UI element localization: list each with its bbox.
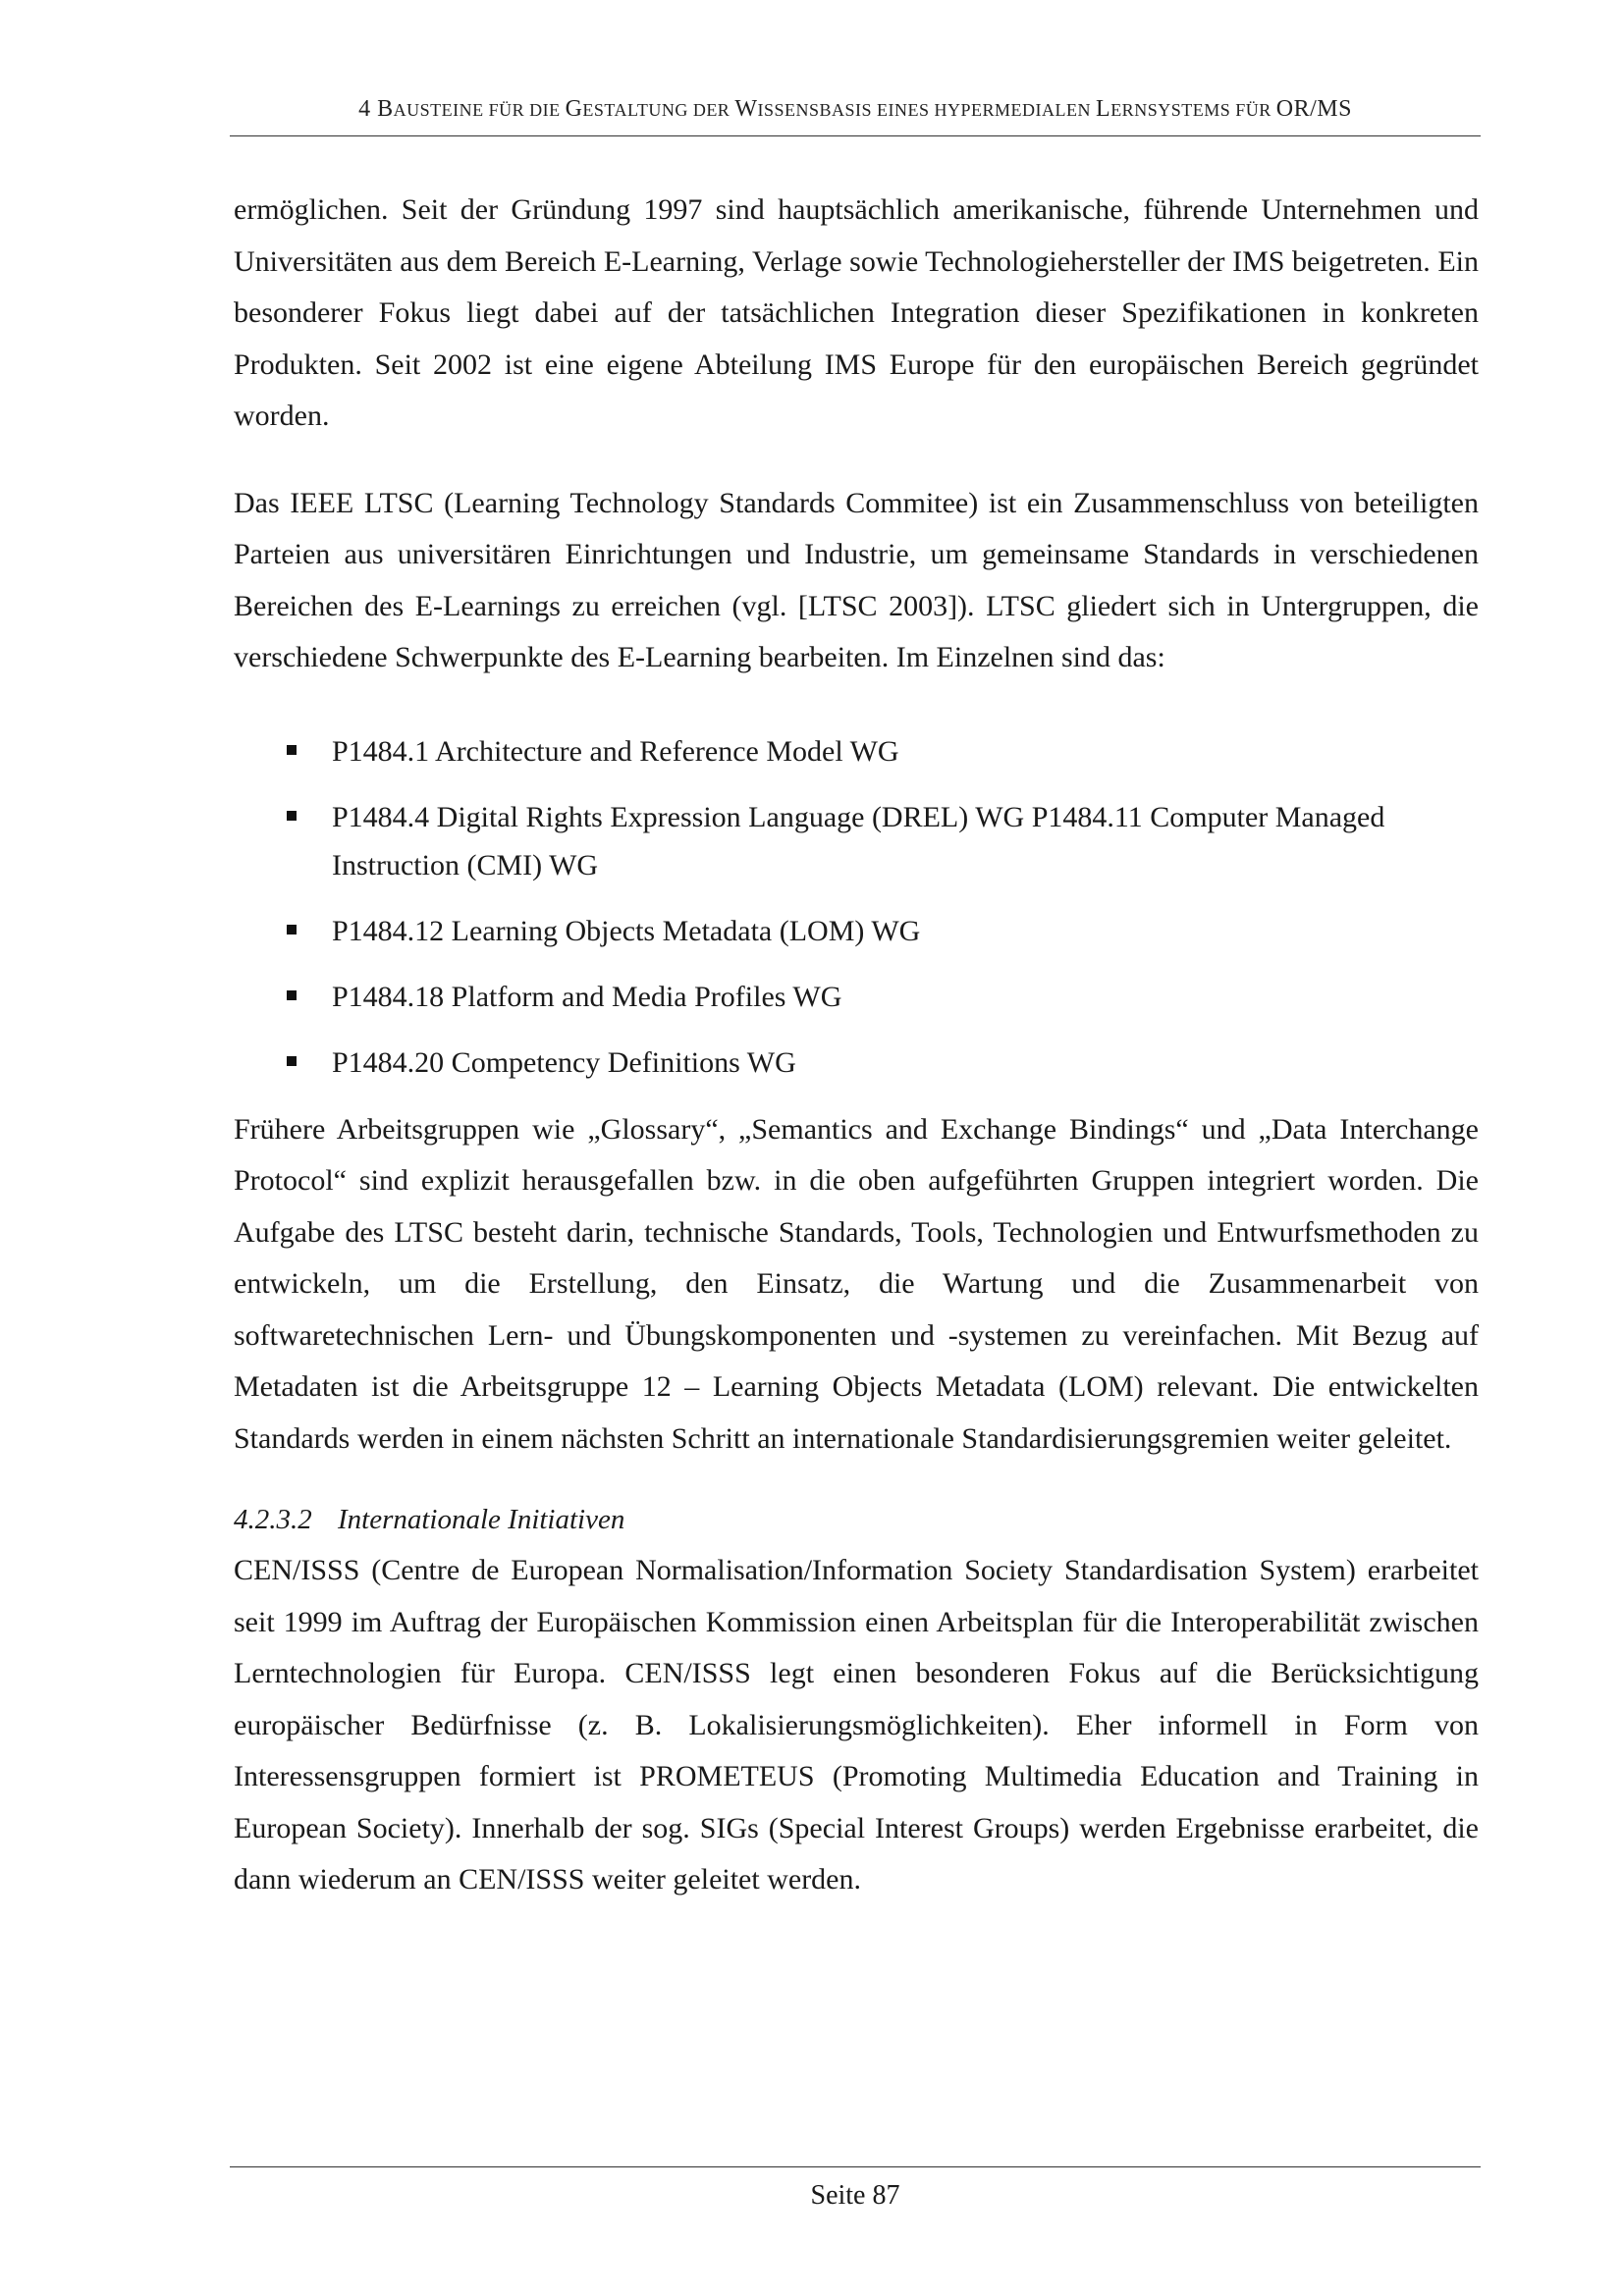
section-number: 4.2.3.2 (234, 1504, 312, 1535)
paragraph-ims: ermöglichen. Seit der Gründung 1997 sind hauptsächlich amerikanische, führende Unternehmen und Universitäten aus dem Bereich E-Learning, Verlage sowie Technologiehersteller der IMS beigetreten. Ein besonderer Fokus liegt dabei auf der tatsächlichen Integration dieser Spezifikationen in konkreten Produkten. Seit 2002 ist eine eigene Abteilung IMS Europe für den europäischen Bereich gegründet worden. (234, 193, 1479, 432)
bullet-square-icon (287, 990, 297, 1000)
header-rule (230, 135, 1481, 136)
page-number: Seite 87 (810, 2180, 900, 2211)
header-word-2-cap: G (565, 96, 583, 122)
paragraph-ieee-ltsc: Das IEEE LTSC (Learning Technology Standards Commitee) ist ein Zusammenschluss von beteiligten Parteien aus universitären Einrichtungen und Industrie, um gemeinsame Standards in verschiedenen Bereichen des E-Learnings zu erreichen (vgl. [LTSC 2003]). LTSC gliedert sich in Untergruppen, die verschiedene Schwerpunkte des E-Learning bearbeiten. Im Einzelnen sind das: (234, 486, 1479, 673)
bullet-square-icon (287, 745, 297, 755)
list-item-text: P1484.12 Learning Objects Metadata (LOM) WG (332, 914, 921, 947)
bullet-square-icon (287, 925, 297, 934)
bullet-square-icon (287, 811, 297, 821)
running-header (230, 96, 1481, 135)
working-groups-list (234, 727, 1479, 1087)
body-text (234, 185, 1479, 1906)
paragraph-cen-isss: CEN/ISSS (Centre de European Normalisation/Information Society Standardisation System) erarbeitet seit 1999 im Auftrag der Europäischen Kommission einen Arbeitsplan für die Interoperabilität zwischen Lerntechnologien für Europa. CEN/ISSS legt einen besonderen Fokus auf die Berücksichtigung europäischer Bedürfnisse (z. B. Lokalisierungsmöglichkeiten). Eher informell in Form von Interessensgruppen formiert ist PROMETEUS (Promoting Multimedia Education and Training in European Society). Innerhalb der sog. SIGs (Special Interest Groups) werden Ergebnisse erarbeitet, die dann wiederum an CEN/ISSS weiter geleitet werden. (234, 1554, 1479, 1896)
footer-rule (230, 2166, 1481, 2167)
header-word-5-cap: OR/MS (1275, 96, 1352, 122)
list-item (234, 727, 1479, 775)
header-word-1-rest: AUSTEINE FÜR DIE (393, 100, 566, 120)
section-heading (234, 1494, 1479, 1545)
header-word-3-rest: ISSENSBASIS EINES HYPERMEDIALEN (757, 100, 1097, 120)
header-chapter-number: 4 (358, 96, 371, 122)
list-item (234, 793, 1479, 889)
list-item (234, 907, 1479, 955)
bullet-square-icon (287, 1056, 297, 1066)
list-item (234, 1039, 1479, 1087)
header-word-3-cap: W (734, 96, 758, 122)
list-item-text: P1484.4 Digital Rights Expression Language (DREL) WG P1484.11 Computer Managed Instruction (CMI) WG (332, 800, 1385, 881)
list-item (234, 973, 1479, 1021)
list-item-text: P1484.18 Platform and Media Profiles WG (332, 980, 842, 1013)
header-word-4-rest: ERNSYSTEMS FÜR (1110, 100, 1276, 120)
paragraph-former-groups: Frühere Arbeitsgruppen wie „Glossary“, „Semantics and Exchange Bindings“ und „Data Interchange Protocol“ sind explizit herausgefallen bzw. in die oben aufgeführten Gruppen integriert worden. Die Aufgabe des LTSC besteht darin, technische Standards, Tools, Technologien und Entwurfsmethoden zu entwickeln, um die Erstellung, den Einsatz, die Wartung und die Zusammenarbeit von softwaretechnischen Lern- und Übungskomponenten und -systemen zu vereinfachen. Mit Bezug auf Metadaten ist die Arbeitsgruppe 12 – Learning Objects Metadata (LOM) relevant. Die entwickelten Standards werden in einem nächsten Schritt an internationale Standardisierungsgremien weiter geleitet. (234, 1112, 1479, 1455)
header-word-4-cap: L (1096, 96, 1111, 122)
section-title: Internationale Initiativen (338, 1504, 625, 1535)
list-item-text: P1484.20 Competency Definitions WG (332, 1045, 796, 1079)
header-word-1-cap: B (377, 96, 394, 122)
header-word-2-rest: ESTALTUNG DER (582, 100, 735, 120)
list-item-text: P1484.1 Architecture and Reference Model WG (332, 734, 899, 768)
